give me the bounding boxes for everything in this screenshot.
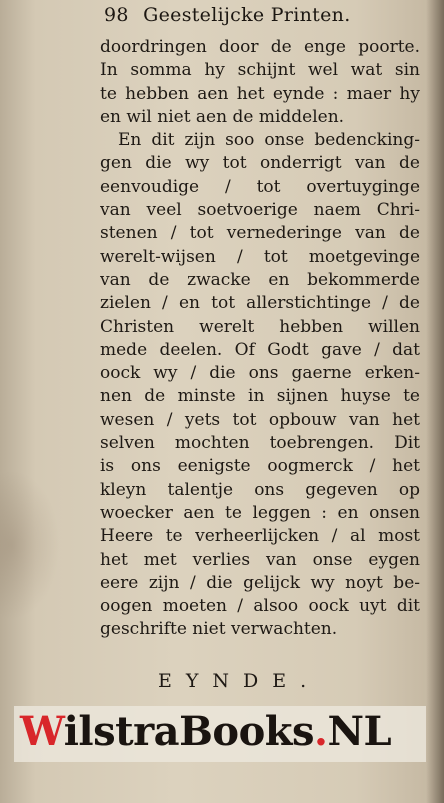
closing-word: EYNDE. (158, 670, 321, 692)
watermark-initial: W (20, 708, 64, 755)
text-line: werelt-wijsen / tot moetgevinge (100, 246, 420, 267)
text-line: het met verlies van onse eygen (100, 549, 420, 570)
text-line: woecker aen te leggen : en onsen (100, 502, 420, 523)
text-line: In somma hy schijnt wel wat sin (100, 60, 420, 81)
running-title: Geestelijcke Printen. (143, 4, 351, 26)
text-line: van veel soetvoerige naem Chri- (100, 200, 420, 221)
text-line: nen de minste in sijnen huyse te (100, 386, 420, 407)
text-line: doordringen door de enge poorte. (100, 37, 420, 57)
text-line: oogen moeten / alsoo oock uyt dit (100, 596, 420, 617)
watermark-dot: . (314, 708, 328, 755)
text-line: kleyn talentje ons gegeven op (100, 479, 420, 500)
text-line: mede deelen. Of Godt gave / dat (100, 339, 420, 360)
text-line: eere zijn / die gelijck wy noyt be- (100, 572, 420, 593)
running-header (104, 4, 434, 34)
body-text (100, 36, 420, 642)
text-line: wesen / yets tot opbouw van het (100, 409, 420, 430)
text-line: eenvoudige / tot overtuyginge (100, 176, 420, 197)
text-line: en wil niet aen de middelen. (100, 106, 345, 127)
watermark-logo (20, 708, 430, 755)
text-line: is ons eenigste oogmerck / het (100, 456, 420, 477)
text-line: Heere te verheerlijcken / al most (100, 526, 420, 547)
text-line: selven mochten toebrengen. Dit (100, 433, 420, 454)
text-line: zielen / en tot allerstichtinge / de (100, 293, 420, 314)
page-number: 98 (104, 4, 129, 26)
text-line: stenen / tot vernederinge van de (100, 223, 420, 244)
text-line: En dit zijn soo onse bedencking- (118, 130, 420, 151)
text-line: oock wy / die ons gaerne erken- (100, 363, 420, 384)
watermark-tld: NL (327, 708, 392, 755)
text-line: te hebben aen het eynde : maer hy (100, 83, 420, 104)
watermark-name: ilstraBooks (63, 708, 314, 755)
paper-stain (0, 470, 60, 620)
text-line: geschrifte niet verwachten. (100, 619, 338, 640)
text-line: van de zwacke en bekommerde (100, 269, 420, 290)
text-line: gen die wy tot onderrigt van de (100, 153, 420, 174)
text-line: Christen werelt hebben willen (100, 316, 420, 337)
